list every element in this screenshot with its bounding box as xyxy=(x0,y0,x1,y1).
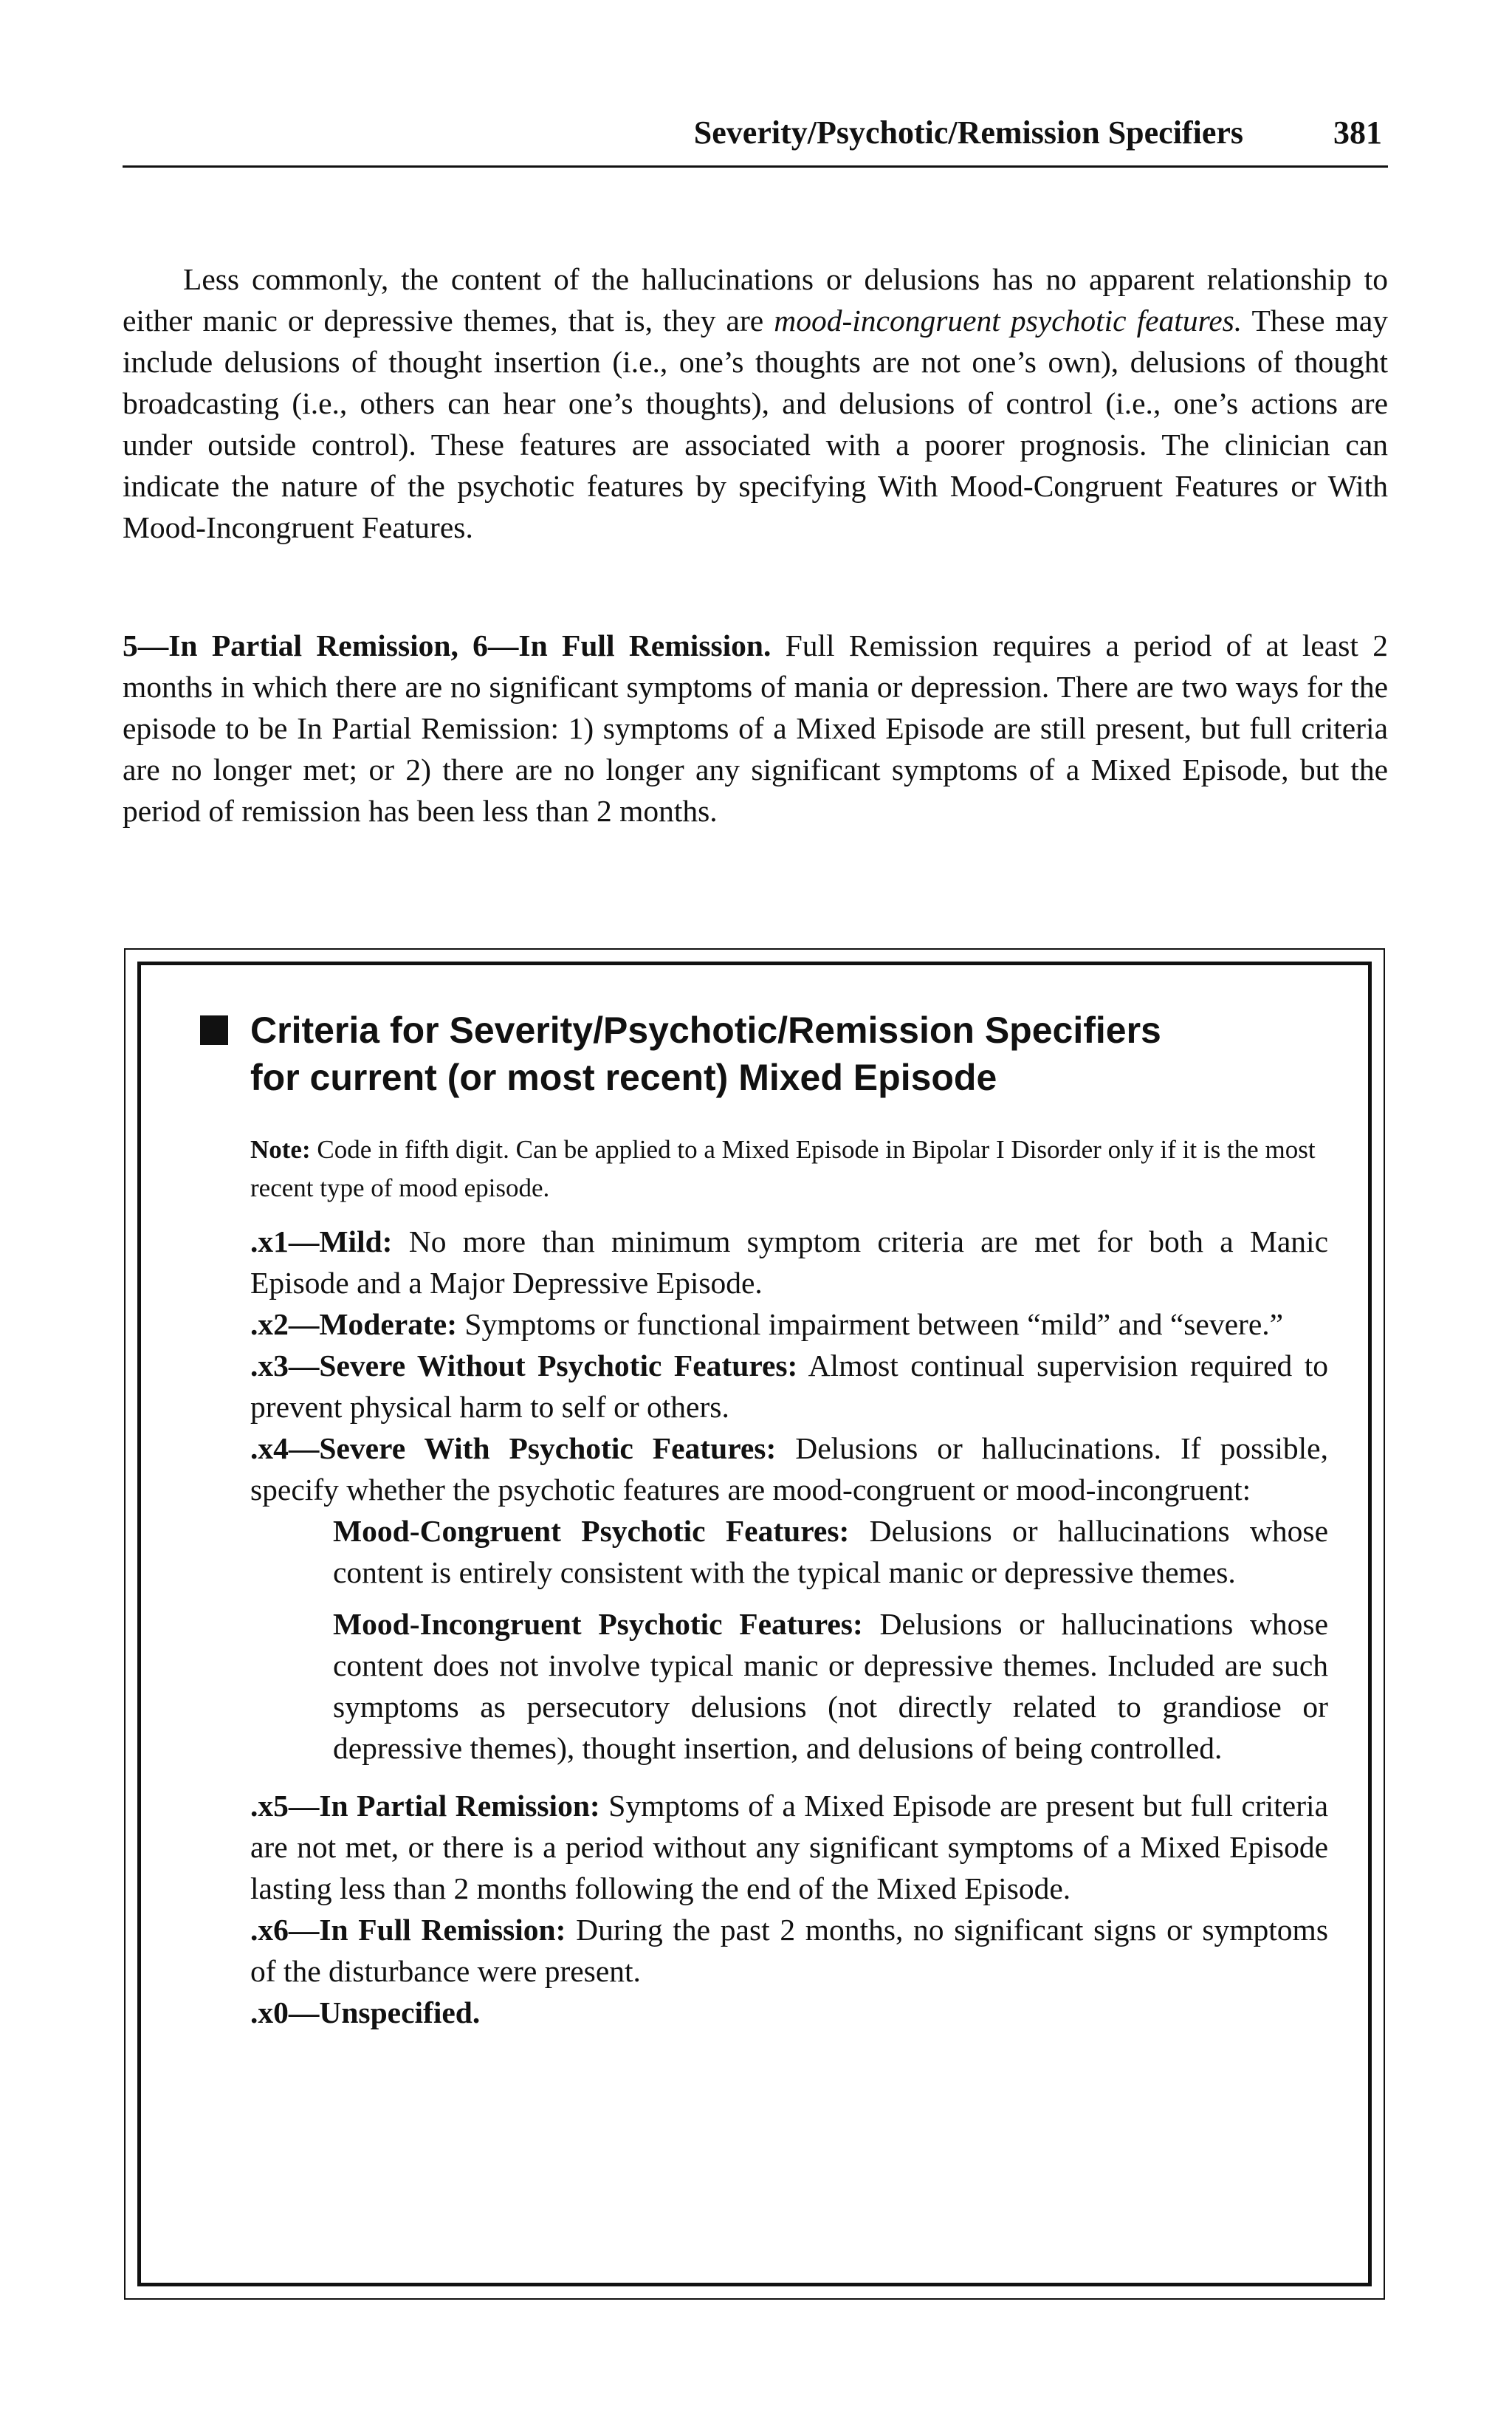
page-number: 381 xyxy=(1333,114,1382,151)
criteria-heading-line: for current (or most recent) Mixed Episode xyxy=(250,1057,997,1098)
criteria-item-text: No more than minimum symptom criteria are met for both a Manic Episode and a Major Depressive Episode. xyxy=(250,1224,1328,1300)
criteria-item-label: .x1—Mild: xyxy=(250,1224,393,1258)
criteria-heading xyxy=(250,1007,1358,1101)
paragraph-text: Full Remission requires a period of at least 2 months in which there are no significant symptoms of mania or depression. There are two ways for the episode to be In Partial Remission: 1) symptoms of a Mixed Episode are still present, but full criteria are no longer met; or 2) there are no longer any significant symptoms of a Mixed Episode, but the period of remission has been less than 2 months. xyxy=(123,628,1388,828)
note-label: Note: xyxy=(250,1135,311,1164)
criteria-item-text: During the past 2 months, no significant signs or symptoms of the disturbance were present. xyxy=(250,1913,1328,1988)
criteria-item-label: .x4—Severe With Psychotic Features: xyxy=(250,1431,777,1465)
page-header xyxy=(123,109,1388,168)
paragraph-text: Less commonly, the content of the hallucinations or delusions has no apparent relationship to either manic or depressive themes, that is, they are xyxy=(123,262,1388,337)
criteria-item xyxy=(250,1303,1328,1345)
criteria-item xyxy=(250,1221,1328,1303)
criteria-item xyxy=(250,1909,1328,1992)
criteria-item xyxy=(250,1428,1328,1510)
paragraph-mood-incongruent xyxy=(123,258,1388,548)
criteria-item-label: .x3—Severe Without Psychotic Features: xyxy=(250,1349,798,1382)
criteria-item xyxy=(250,1345,1328,1428)
criteria-heading-line: Criteria for Severity/Psychotic/Remission Specifiers xyxy=(250,1010,1161,1051)
emphasis-term: mood-incongruent psychotic features. xyxy=(774,304,1243,337)
criteria-item xyxy=(250,1992,1328,2033)
criteria-item xyxy=(250,1785,1328,1909)
criteria-sub-item-text: Delusions or hallucinations whose content does not involve typical manic or depressive themes. Included are such symptoms as persecutory delusions (not directly related to grandiose or depressive themes), thought insertion, and delusions of being controlled. xyxy=(333,1607,1329,1765)
square-bullet-icon xyxy=(200,1015,228,1045)
criteria-item-label: .x0—Unspecified. xyxy=(250,1995,481,2029)
criteria-list xyxy=(250,1221,1328,2033)
paragraph-remission xyxy=(123,625,1388,832)
criteria-sub-item xyxy=(333,1603,1328,1769)
criteria-item-text: Symptoms of a Mixed Episode are present but full criteria are not met, or there is a period without any significant symptoms of a Mixed Episode lasting less than 2 months following the end of the Mixed Episode. xyxy=(250,1789,1328,1905)
criteria-item-text: Symptoms or functional impairment between “mild” and “severe.” xyxy=(457,1307,1284,1341)
criteria-box xyxy=(124,948,1385,2300)
criteria-sub-item-text: Delusions or hallucinations whose content is entirely consistent with the typical manic or depressive themes. xyxy=(333,1514,1328,1589)
criteria-box-inner xyxy=(137,962,1372,2286)
criteria-item-label: .x6—In Full Remission: xyxy=(250,1913,566,1947)
paragraph-lead: 5—In Partial Remission, 6—In Full Remission. xyxy=(123,628,772,662)
note-text: Code in fifth digit. Can be applied to a Mixed Episode in Bipolar I Disorder only if it is the most recent type of mood episode. xyxy=(250,1135,1316,1202)
paragraph-text: These may include delusions of thought insertion (i.e., one’s thoughts are not one’s own), delusions of thought broadcasting (i.e., others can hear one’s thoughts), and delusions of control (i.e., one’s actions are under outside control). These features are associated with a poorer prognosis. The clinician can indicate the nature of the psychotic features by specifying With Mood-Congruent Features or With Mood-Incongruent Features. xyxy=(123,304,1389,544)
criteria-note xyxy=(250,1131,1328,1207)
running-head: Severity/Psychotic/Remission Specifiers xyxy=(693,114,1243,151)
criteria-sub-item-label: Mood-Incongruent Psychotic Features: xyxy=(333,1607,863,1641)
criteria-sub-item-label: Mood-Congruent Psychotic Features: xyxy=(333,1514,850,1548)
criteria-sub-item xyxy=(333,1510,1328,1593)
criteria-item-label: .x2—Moderate: xyxy=(250,1307,458,1341)
criteria-item-label: .x5—In Partial Remission: xyxy=(250,1789,600,1823)
criteria-item-text: Delusions or hallucinations. If possible, specify whether the psychotic features are mood-congruent or mood-incongruent: xyxy=(250,1431,1328,1507)
criteria-item-text: Almost continual supervision required to prevent physical harm to self or others. xyxy=(250,1349,1328,1424)
